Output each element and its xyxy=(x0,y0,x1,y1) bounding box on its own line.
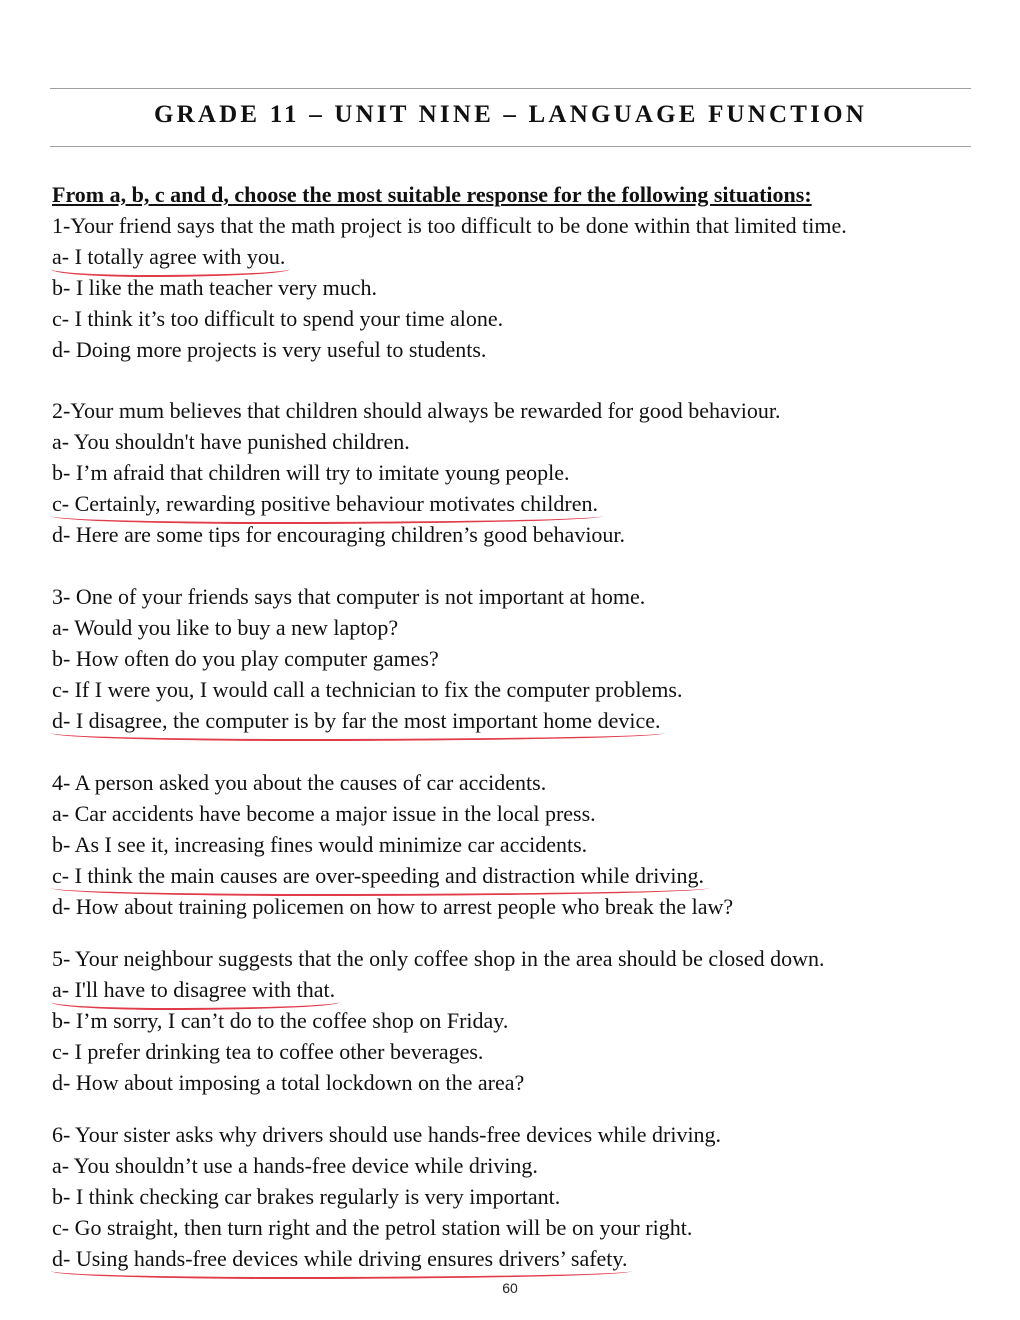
page-title: GRADE 11 – UNIT NINE – LANGUAGE FUNCTION xyxy=(153,101,868,128)
option-a: a- You shouldn't have punished children. xyxy=(52,429,410,454)
option-a: a- Car accidents have become a major issue in the local press. xyxy=(52,801,596,826)
option-c: c- I think it’s too difficult to spend your time alone. xyxy=(52,306,504,331)
question-prompt: 1-Your friend says that the math project is too difficult to be done within that limited time. xyxy=(52,213,847,238)
question-5 xyxy=(52,943,992,1098)
question-4 xyxy=(52,767,992,922)
option-c: c- Go straight, then turn right and the petrol station will be on your right. xyxy=(52,1215,693,1240)
option-a-correct-answer: a- I totally agree with you. xyxy=(52,241,285,272)
option-d-correct-answer: d- Using hands-free devices while driving ensures drivers’ safety. xyxy=(52,1243,627,1274)
option-d: d- Doing more projects is very useful to students. xyxy=(52,337,487,362)
question-6 xyxy=(52,1119,992,1274)
question-1 xyxy=(52,210,992,365)
option-b: b- As I see it, increasing fines would minimize car accidents. xyxy=(52,832,588,857)
question-prompt: 5- Your neighbour suggests that the only coffee shop in the area should be closed down. xyxy=(52,946,825,971)
question-3 xyxy=(52,581,992,736)
option-a: a- Would you like to buy a new laptop? xyxy=(52,615,399,640)
option-b: b- I think checking car brakes regularly is very important. xyxy=(52,1184,561,1209)
worksheet-body xyxy=(52,179,992,1274)
question-2 xyxy=(52,395,992,550)
option-a-correct-answer: a- I'll have to disagree with that. xyxy=(52,974,335,1005)
option-d: d- Here are some tips for encouraging children’s good behaviour. xyxy=(52,522,626,547)
option-d: d- How about training policemen on how to arrest people who break the law? xyxy=(52,894,734,919)
option-c: c- I prefer drinking tea to coffee other beverages. xyxy=(52,1039,484,1064)
option-c-correct-answer: c- Certainly, rewarding positive behaviour motivates children. xyxy=(52,488,598,519)
option-c-correct-answer: c- I think the main causes are over-speeding and distraction while driving. xyxy=(52,860,704,891)
option-b: b- How often do you play computer games? xyxy=(52,646,439,671)
question-prompt: 2-Your mum believes that children should always be rewarded for good behaviour. xyxy=(52,398,781,423)
question-prompt: 6- Your sister asks why drivers should use hands-free devices while driving. xyxy=(52,1122,722,1147)
option-a: a- You shouldn’t use a hands-free device while driving. xyxy=(52,1153,538,1178)
header-rule-top xyxy=(50,88,971,89)
page-number: 60 xyxy=(502,1280,518,1296)
option-b: b- I like the math teacher very much. xyxy=(52,275,377,300)
option-d: d- How about imposing a total lockdown on the area? xyxy=(52,1070,525,1095)
header-rule-bottom xyxy=(50,146,971,147)
question-prompt: 3- One of your friends says that computer is not important at home. xyxy=(52,584,646,609)
option-b: b- I’m sorry, I can’t do to the coffee shop on Friday. xyxy=(52,1008,509,1033)
option-c: c- If I were you, I would call a technician to fix the computer problems. xyxy=(52,677,683,702)
question-prompt: 4- A person asked you about the causes of car accidents. xyxy=(52,770,547,795)
option-d-correct-answer: d- I disagree, the computer is by far the most important home device. xyxy=(52,705,660,736)
option-b: b- I’m afraid that children will try to imitate young people. xyxy=(52,460,570,485)
instructions: From a, b, c and d, choose the most suitable response for the following situations: xyxy=(52,182,812,207)
